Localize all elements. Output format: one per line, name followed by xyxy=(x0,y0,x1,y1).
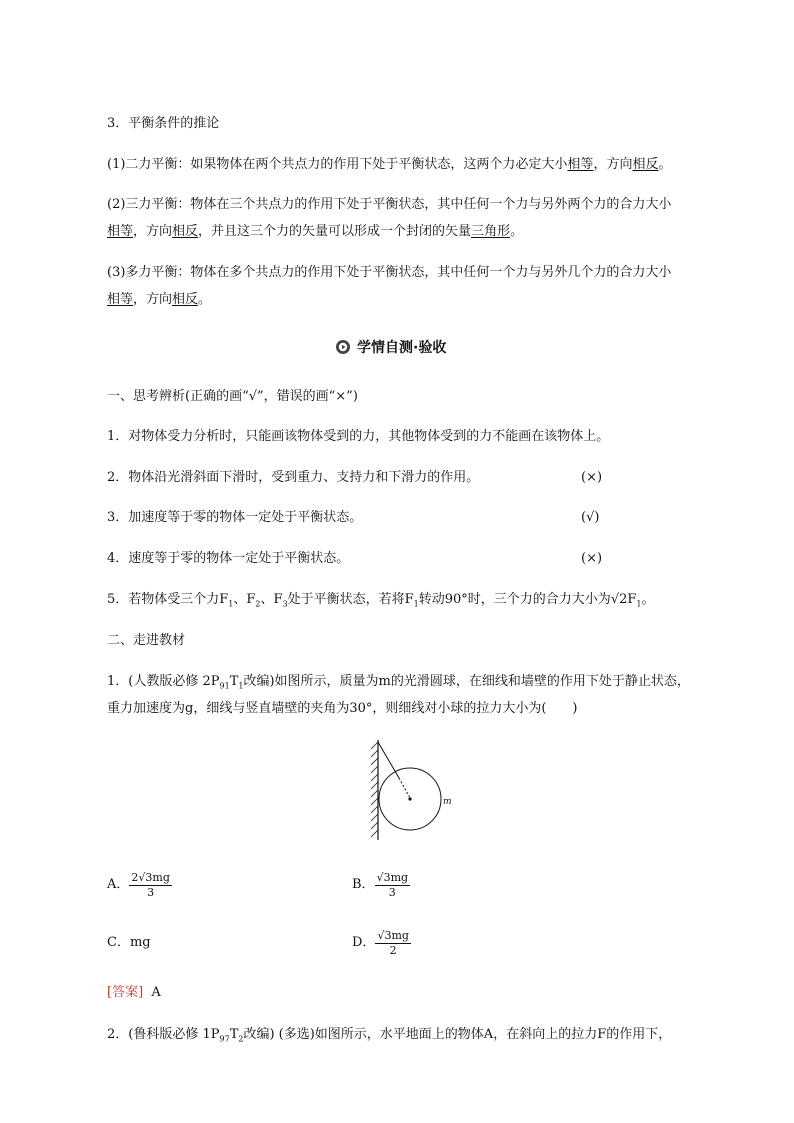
answer-value: A xyxy=(151,985,161,1000)
play-circle-icon xyxy=(335,339,351,355)
answer-tag: [答案] xyxy=(107,985,144,1000)
option-b[interactable]: B． $\frac{√3mg}{3}$ xyxy=(352,870,409,899)
mass-label: m xyxy=(443,797,452,807)
multi-force-line1: (3)多力平衡：物体在多个共点力的作用下处于平衡状态，其中任何一个力与另外几个力的合力大小 xyxy=(107,265,672,280)
judge-item: 1．对物体受力分析时，只能画该物体受到的力，其他物体受到的力不能画在该物体上。 xyxy=(107,429,610,444)
judge-item: 4．速度等于零的物体一定处于平衡状态。 xyxy=(107,551,350,566)
ball-wall-figure xyxy=(370,738,460,842)
option-c[interactable]: C．mg xyxy=(107,935,151,950)
option-a[interactable]: A． $\frac{2√3mg}{3}$ xyxy=(107,870,170,899)
two-force-paragraph: (1)二力平衡：如果物体在两个共点力的作用下处于平衡状态，这两个力必定大小相等，方向相反。 xyxy=(107,157,672,172)
three-force-line1: (2)三力平衡：物体在三个共点力的作用下处于平衡状态，其中任何一个力与另外两个力的合力大小 xyxy=(107,197,672,212)
balance-heading: 3．平衡条件的推论 xyxy=(107,116,220,131)
textbook-heading: 二、走进教材 xyxy=(107,633,186,648)
judge-mark: (×) xyxy=(581,551,603,566)
three-force-line2: 相等，方向相反，并且这三个力的矢量可以形成一个封闭的矢量三角形。 xyxy=(107,224,524,239)
option-d[interactable]: D． $\frac{√3mg}{2}$ xyxy=(352,928,409,957)
judge-item: 3．加速度等于零的物体一定处于平衡状态。 xyxy=(107,510,363,525)
judge-mark: (×) xyxy=(581,470,603,485)
q1-line2: 重力加速度为g，细线与竖直墙壁的夹角为30°，则细线对小球的拉力大小为( ) xyxy=(107,701,578,716)
multi-force-line2: 相等，方向相反。 xyxy=(107,292,212,307)
section-title: 学情自测·验收 xyxy=(335,337,446,357)
q1-line1: 1．(人教版必修 $2P_{91}T_1$改编)如图所示，质量为m的光滑圆球，在细线和墙壁的作用下处于静止状态， xyxy=(107,674,690,691)
q2-line1: 2．(鲁科版必修 $1P_{97}T_2$改编) (多选)如图所示，水平地面上的物体A，在斜向上的拉力F的作用下， xyxy=(107,1027,672,1044)
judge-item: 2．物体沿光滑斜面下滑时，受到重力、支持力和下滑力的作用。 xyxy=(107,470,480,485)
judge-mark: (√) xyxy=(581,510,600,525)
answer-line xyxy=(107,984,161,1002)
judge-heading: 一、思考辨析(正确的画“√”，错误的画“×”) xyxy=(107,389,358,404)
judge-item-5: 5．若物体受三个力$F_1$、$F_2$、$F_3$处于平衡状态，若将$F_1$转动90°时，三个力的合力大小为$√2F_1$。 xyxy=(107,592,655,609)
